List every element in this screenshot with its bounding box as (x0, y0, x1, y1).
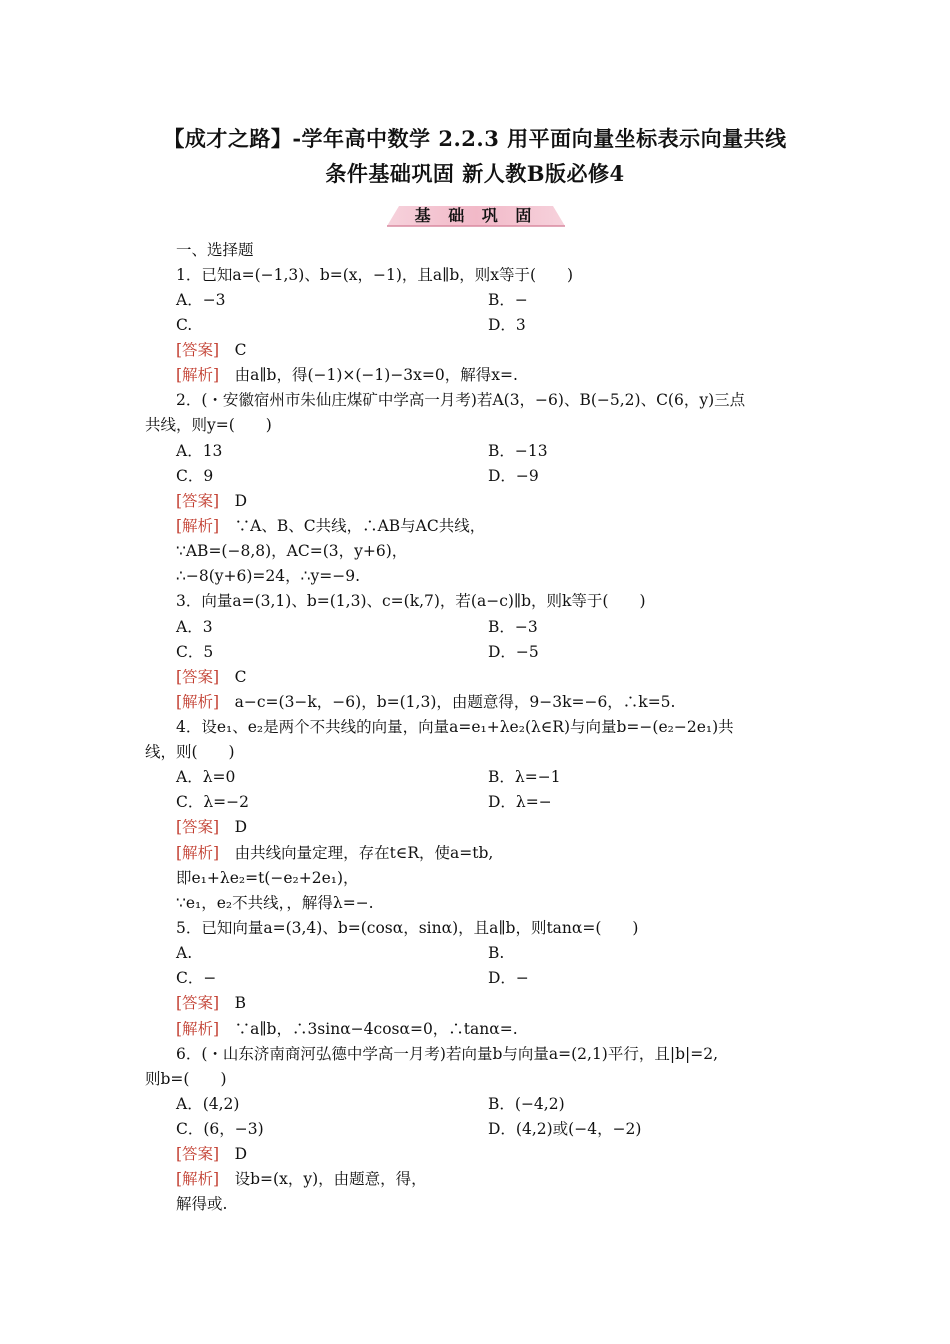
document-title-line-1: 【成才之路】-学年高中数学 2.2.3 用平面向量坐标表示向量共线 (163, 126, 787, 151)
answer-tag: [答案] (176, 818, 220, 836)
q3-option-c: C．5 (176, 643, 214, 661)
q3-option-d: D．−5 (488, 643, 539, 661)
q2-answer-row (176, 491, 247, 511)
q1-analysis: 由a∥b，得(−1)×(−1)−3x=0，解得x=. (234, 366, 518, 384)
analysis-tag: [解析] (176, 1170, 220, 1188)
q6-option-b: B．(−4,2) (488, 1095, 565, 1113)
q1-option-b: B．− (488, 291, 528, 309)
q1-analysis-row (176, 365, 518, 385)
q4-stem-line-2: 线，则( ) (145, 743, 235, 761)
q6-stem-line-1: 6．(・山东济南商河弘德中学高一月考)若向量b与向量a=(2,1)平行，且|b|=2, (176, 1045, 718, 1063)
q4-analysis-line-1: 由共线向量定理，存在t∈R，使a=tb, (234, 844, 494, 862)
q6-answer-row (176, 1144, 247, 1164)
q3-analysis-row (176, 692, 675, 712)
q4-answer-row (176, 817, 247, 837)
q6-answer: D (234, 1145, 248, 1163)
q3-option-b: B．−3 (488, 618, 538, 636)
analysis-tag: [解析] (176, 844, 220, 862)
document-title-line-2: 条件基础巩固 新人教B版必修4 (325, 161, 625, 186)
analysis-tag: [解析] (176, 366, 220, 384)
q6-analysis-line-2: 解得或. (176, 1195, 228, 1213)
q5-option-c: C．− (176, 969, 217, 987)
q6-analysis-line-1: 设b=(x，y)，由题意，得， (234, 1170, 427, 1188)
q2-analysis-line-1: ∵A、B、C共线，∴AB与AC共线， (234, 517, 486, 535)
answer-tag: [答案] (176, 1145, 220, 1163)
q4-analysis-line-2: 即e₁+λe₂=t(−e₂+2e₁)， (176, 869, 359, 887)
q6-option-c: C．(6，−3) (176, 1120, 264, 1138)
answer-tag: [答案] (176, 994, 220, 1012)
q1-stem: 1．已知a=(−1,3)、b=(x，−1)，且a∥b，则x等于( ) (176, 266, 574, 284)
q2-analysis-line-2: ∵AB=(−8,8)，AC=(3，y+6)， (176, 542, 408, 560)
q2-stem-line-1: 2．(・安徽宿州市朱仙庄煤矿中学高一月考)若A(3，−6)、B(−5,2)、C(6，y)三点 (176, 391, 746, 409)
q4-option-a: A．λ=0 (176, 768, 236, 786)
analysis-tag: [解析] (176, 517, 220, 535)
answer-tag: [答案] (176, 492, 220, 510)
q2-option-d: D．−9 (488, 467, 539, 485)
q2-analysis-row (176, 516, 485, 536)
q5-analysis-row (176, 1019, 518, 1039)
q3-answer-row (176, 667, 247, 687)
q4-analysis-line-3: ∵e₁，e₂不共线，，解得λ=−. (176, 894, 374, 912)
analysis-tag: [解析] (176, 1020, 220, 1038)
q2-option-c: C．9 (176, 467, 214, 485)
q5-stem: 5．已知向量a=(3,4)、b=(cosα，sinα)，且a∥b，则tanα=( ) (176, 919, 639, 937)
q4-option-b: B．λ=−1 (488, 768, 561, 786)
q4-stem-line-1: 4．设e₁、e₂是两个不共线的向量，向量a=e₁+λe₂(λ∈R)与向量b=−(e₂−2e₁)共 (176, 718, 734, 736)
q5-analysis: ∵a∥b，∴3sinα−4cosα=0，∴tanα=. (234, 1020, 518, 1038)
q5-option-a: A. (176, 944, 193, 962)
q5-answer-row (176, 993, 246, 1013)
q2-option-a: A．13 (176, 442, 223, 460)
q6-option-a: A．(4,2) (176, 1095, 240, 1113)
q4-answer: D (234, 818, 248, 836)
q3-answer: C (234, 668, 247, 686)
q1-option-d: D．3 (488, 316, 526, 334)
q5-answer: B (234, 994, 247, 1012)
q5-option-b: B. (488, 944, 505, 962)
answer-tag: [答案] (176, 341, 220, 359)
q1-option-a: A．−3 (176, 291, 226, 309)
q6-stem-line-2: 则b=( ) (145, 1070, 227, 1088)
q1-answer: C (234, 341, 247, 359)
q6-option-d: D．(4,2)或(−4，−2) (488, 1120, 642, 1138)
answer-tag: [答案] (176, 668, 220, 686)
q2-stem-line-2: 共线，则y=( ) (145, 416, 272, 434)
analysis-tag: [解析] (176, 693, 220, 711)
q2-answer: D (234, 492, 248, 510)
q2-option-b: B．−13 (488, 442, 548, 460)
q4-option-c: C．λ=−2 (176, 793, 250, 811)
q5-option-d: D．− (488, 969, 529, 987)
q3-analysis: a−c=(3−k，−6)，b=(1,3)，由题意得，9−3k=−6，∴k=5. (234, 693, 676, 711)
q2-analysis-line-3: ∴−8(y+6)=24，∴y=−9. (176, 567, 361, 585)
q1-option-c: C. (176, 316, 193, 334)
q6-analysis-row (176, 1169, 427, 1189)
q4-option-d: D．λ=− (488, 793, 552, 811)
q4-analysis-row (176, 843, 493, 863)
q3-option-a: A．3 (176, 618, 213, 636)
section-banner-label: 基 础 巩 固 (414, 206, 538, 225)
q1-answer-row (176, 340, 247, 360)
section-heading: 一、选择题 (176, 241, 254, 259)
q3-stem: 3．向量a=(3,1)、b=(1,3)、c=(k,7)，若(a−c)∥b，则k等于( ) (176, 592, 646, 610)
